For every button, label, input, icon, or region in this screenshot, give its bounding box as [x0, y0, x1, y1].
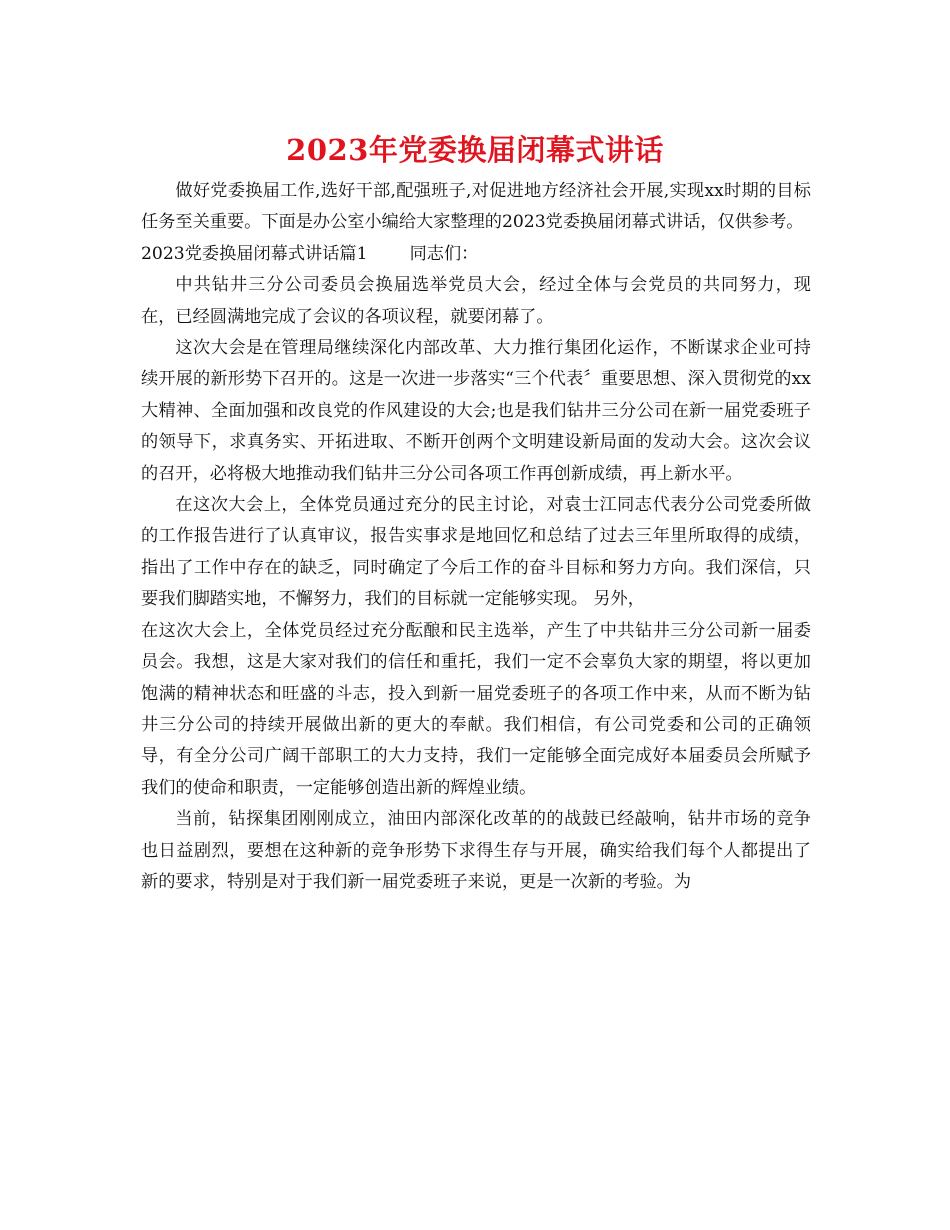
section-heading-line — [141, 239, 811, 270]
body-paragraph: 在这次大会上，全体党员经过充分酝酿和民主选举，产生了中共钻井三分公司新一届委员会。我想，这是大家对我们的信任和重托，我们一定不会辜负大家的期望，将以更加饱满的精神状态和旺盛的斗志，投入到新一届党委班子的各项工作中来，从而不断为钻井三分公司的持续开展做出新的更大的奉献。我们相信，有公司党委和公司的正确领导，有全分公司广阔干部职工的大力支持，我们一定能够全面完成好本届委员会所赋予我们的使命和职责，一定能够创造出新的辉煌业绩。 — [141, 620, 811, 798]
salutation: 同志们： — [409, 243, 479, 264]
body-paragraph: 这次大会是在管理局继续深化内部改革、大力推行集团化运作，不断谋求企业可持续开展的新形势下召开的。这是一次进一步落实“三个代表〞重要思想、深入贯彻党的xx大精神、全面加强和改良党的作风建设的大会;也是我们钻井三分公司在新一届党委班子的领导下，求真务实、开拓进取、不断开创两个文明建设新局面的发动大会。这次会议的召开，必将极大地推动我们钻井三分公司各项工作再创新成绩，再上新水平。 — [141, 338, 811, 484]
body-paragraph: 中共钻井三分公司委员会换届选举党员大会，经过全体与会党员的共同努力，现在，已经圆满地完成了会议的各项议程，就要闭幕了。 — [141, 275, 811, 327]
section-heading: 2023党委换届闭幕式讲话篇1 — [141, 243, 368, 264]
body-paragraph: 在这次大会上，全体党员通过充分的民主讨论，对袁士江同志代表分公司党委所做的工作报告进行了认真审议，报告实事求是地回忆和总结了过去三年里所取得的成绩，指出了工作中存在的缺乏，同时确定了今后工作的奋斗目标和努力方向。我们深信，只要我们脚踏实地，不懈努力，我们的目标就一定能够实现。 另外， — [141, 495, 811, 610]
document-title: 2023年党委换届闭幕式讲话 — [286, 133, 664, 167]
intro-paragraph: 做好党委换届工作,选好干部,配强班子,对促进地方经济社会开展,实现xx时期的目标任务至关重要。下面是办公室小编给大家整理的2023党委换届闭幕式讲话，仅供参考。 — [141, 181, 811, 233]
body-paragraph: 当前，钻探集团刚刚成立，油田内部深化改革的的战鼓已经敲响，钻井市场的竞争也日益剧烈，要想在这种新的竞争形势下求得生存与开展，确实给我们每个人都提出了新的要求，特别是对于我们新一届党委班子来说，更是一次新的考验。为 — [141, 809, 811, 892]
document-body — [141, 176, 811, 898]
